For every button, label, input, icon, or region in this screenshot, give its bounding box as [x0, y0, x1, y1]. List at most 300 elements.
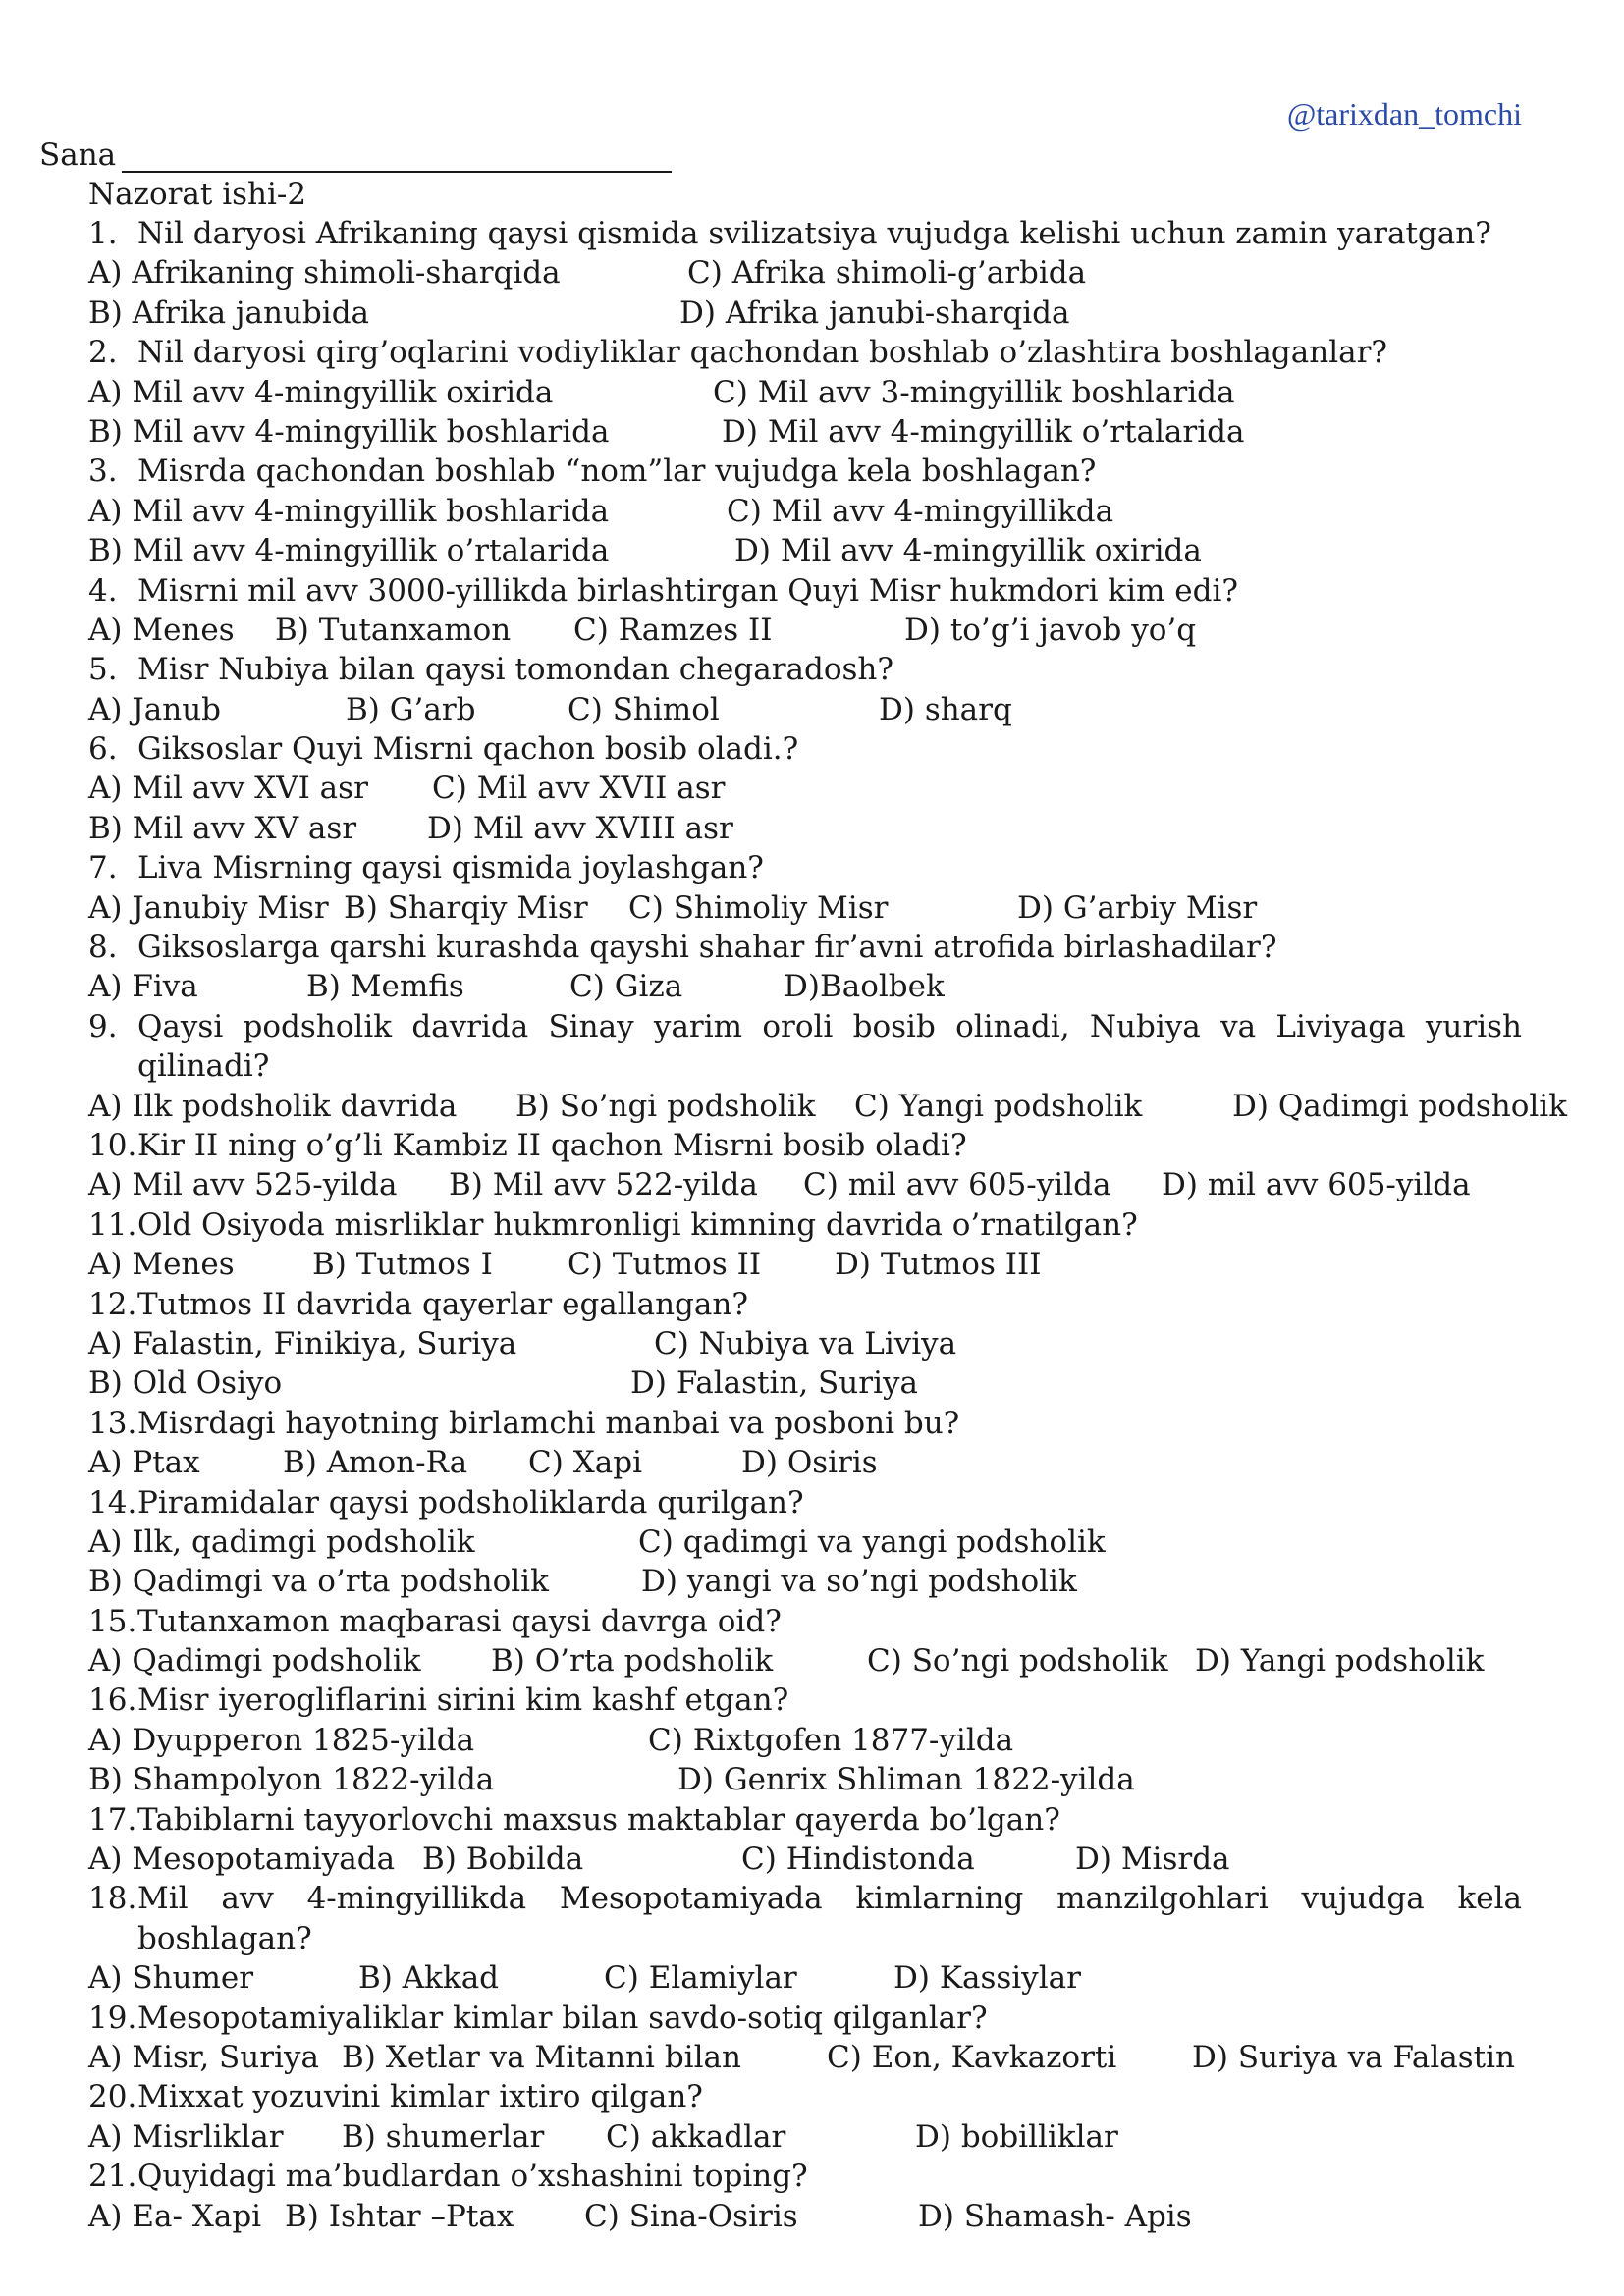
option-letter: A) — [88, 889, 123, 926]
options-row — [88, 1840, 1522, 1879]
answer-option — [88, 1245, 235, 1284]
answer-option — [275, 611, 511, 650]
option-text: Shimoliy Misr — [673, 889, 889, 926]
option-text: bobilliklar — [960, 2118, 1118, 2155]
option-letter: A) — [88, 1960, 123, 1997]
option-letter: B) — [88, 294, 123, 331]
question-text: Misr Nubiya bilan qaysi tomondan chegaradosh? — [137, 652, 894, 688]
option-text: to’g’i javob yo’q — [949, 612, 1197, 648]
question-number: 4. — [88, 572, 118, 609]
options-row — [88, 1641, 1522, 1681]
option-letter: C) — [528, 1445, 564, 1481]
question-number: 2. — [88, 335, 118, 371]
option-text: Misr, Suriya — [132, 2040, 319, 2075]
question-number: 6. — [88, 731, 118, 768]
answer-option — [88, 1087, 457, 1126]
option-letter: A) — [88, 1523, 123, 1560]
option-letter: D) — [1192, 2040, 1228, 2075]
option-text: O’rta podsholik — [534, 1643, 774, 1680]
option-text: Yangi podsholik — [898, 1088, 1143, 1124]
question-text: Giksoslarga qarshi kurashda qayshi shahar fir’avni atrofida birlashadilar? — [137, 930, 1277, 966]
answer-option — [568, 690, 720, 729]
answer-option — [867, 1641, 1168, 1681]
question-row — [88, 571, 1522, 611]
option-letter: D) — [1017, 889, 1054, 926]
option-letter: C) — [569, 969, 605, 1005]
options-row — [88, 888, 1522, 928]
answer-option — [88, 1165, 397, 1204]
question-text: Kir II ning o’g’li Kambiz II qachon Misrni bosib oladi? — [137, 1128, 967, 1163]
option-text: Mil avv 525-yilda — [132, 1167, 398, 1203]
options-row — [88, 492, 1522, 531]
question-number: 15. — [88, 1603, 137, 1639]
answer-option — [854, 1087, 1142, 1126]
option-letter: A) — [88, 255, 123, 292]
options-row — [88, 1324, 1522, 1363]
option-letter: D) — [915, 2118, 951, 2155]
question-number: 20. — [88, 2079, 137, 2115]
option-letter: C) — [573, 612, 609, 648]
options-row — [88, 531, 1522, 570]
option-letter: A) — [88, 493, 123, 529]
answer-option — [734, 531, 1202, 570]
options-row — [88, 373, 1522, 412]
option-text: Mil avv 522-yilda — [492, 1167, 758, 1203]
answer-option — [879, 690, 1012, 729]
answer-option — [422, 1840, 583, 1879]
option-text: Mil avv XVII asr — [476, 771, 726, 807]
answer-option — [741, 1443, 878, 1482]
answer-option — [88, 412, 610, 452]
answer-option — [1162, 1165, 1471, 1204]
answer-option — [679, 294, 1070, 333]
options-row — [88, 1562, 1522, 1601]
option-letter: D) — [879, 691, 915, 727]
option-text: yangi va so’ngi podsholik — [686, 1564, 1077, 1600]
question-row — [88, 214, 1522, 253]
answer-option — [88, 769, 368, 808]
option-letter: D) — [1075, 1842, 1111, 1878]
option-text: Old Osiyo — [132, 1365, 283, 1402]
question-text: Misrni mil avv 3000-yillikda birlashtirgan Quyi Misr hukmdori kim edi? — [137, 572, 1239, 609]
date-blank-line — [122, 141, 672, 173]
question-row — [88, 1404, 1522, 1443]
options-row — [88, 1443, 1522, 1482]
option-text: Shimol — [612, 691, 720, 727]
answer-option — [515, 1087, 816, 1126]
answer-option — [584, 2197, 798, 2236]
option-letter: D) — [734, 533, 771, 569]
option-letter: B) — [346, 691, 380, 727]
answer-option — [803, 1165, 1110, 1204]
question-text: Mesopotamiyaliklar kimlar bilan savdo-sotiq qilganlar? — [137, 2000, 988, 2036]
option-text: Ilk podsholik davrida — [132, 1088, 458, 1124]
option-letter: D) — [893, 1960, 930, 1997]
answer-option — [918, 2197, 1192, 2236]
question-text: Tutanxamon maqbarasi qaysi davrga oid? — [137, 1603, 782, 1639]
answer-option — [713, 373, 1234, 412]
answer-option — [88, 1958, 253, 1998]
option-letter: D) — [1195, 1643, 1231, 1680]
answer-option — [1075, 1840, 1230, 1879]
option-text: Yangi podsholik — [1240, 1643, 1485, 1680]
option-text: Genrix Shliman 1822-yilda — [723, 1762, 1135, 1798]
answer-option — [677, 1760, 1135, 1799]
answer-option — [641, 1562, 1077, 1601]
answer-option — [88, 611, 235, 650]
option-letter: C) — [638, 1523, 674, 1560]
option-text: So’ngi podsholik — [911, 1643, 1168, 1680]
answer-option — [427, 809, 733, 848]
answer-option — [1232, 1087, 1567, 1126]
option-letter: C) — [727, 493, 762, 529]
answer-option — [88, 1363, 282, 1403]
options-row — [88, 809, 1522, 848]
question-text: Piramidalar qaysi podsholiklarda qurilgan? — [137, 1484, 804, 1521]
question-row — [88, 928, 1522, 967]
option-text: Mil avv XVI asr — [132, 771, 368, 807]
answer-option — [283, 1443, 467, 1482]
option-letter: B) — [285, 2198, 319, 2234]
answer-option — [88, 888, 329, 928]
option-letter: C) — [687, 255, 723, 292]
option-letter: A) — [88, 1325, 123, 1362]
option-text: Menes — [132, 612, 235, 648]
option-text: Osiris — [786, 1445, 878, 1481]
option-text: Shumer — [132, 1960, 254, 1997]
option-letter: C) — [628, 889, 664, 926]
option-text: Janub — [132, 691, 222, 727]
option-text: Afrikaning shimoli-sharqida — [132, 255, 561, 292]
question-number: 5. — [88, 652, 118, 688]
option-text: akkadlar — [650, 2118, 786, 2155]
answer-option — [1195, 1641, 1484, 1681]
option-text: Mil avv 4-mingyillik boshlarida — [132, 493, 610, 529]
answer-option — [449, 1165, 758, 1204]
options-row — [88, 611, 1522, 650]
test-title: Nazorat ishi-2 — [88, 177, 307, 212]
answer-option — [573, 611, 773, 650]
answer-option — [741, 1840, 975, 1879]
answer-option — [312, 1245, 493, 1284]
question-number: 21. — [88, 2159, 137, 2195]
option-letter: A) — [88, 1088, 123, 1124]
question-row — [88, 1285, 1522, 1324]
question-row — [88, 333, 1522, 372]
option-letter: C) — [432, 771, 467, 807]
option-text: Xapi — [572, 1445, 642, 1481]
option-letter: A) — [88, 374, 123, 410]
question-number: 10. — [88, 1128, 137, 1163]
option-letter: D) — [427, 810, 463, 846]
option-letter: C) — [867, 1643, 902, 1680]
answer-option — [827, 2038, 1116, 2077]
options-row — [88, 2038, 1522, 2077]
answer-option — [528, 1443, 642, 1482]
question-number: 16. — [88, 1682, 137, 1719]
option-text: So’ngi podsholik — [559, 1088, 816, 1124]
option-letter: B) — [88, 1762, 123, 1798]
option-letter: D) — [918, 2198, 954, 2234]
option-letter: C) — [713, 374, 748, 410]
option-letter: B) — [515, 1088, 550, 1124]
option-text: Mil avv 4-mingyillik oxirida — [132, 374, 554, 410]
option-text: sharq — [924, 691, 1012, 727]
answer-option — [346, 690, 476, 729]
answer-option — [604, 1958, 797, 1998]
option-text: Mesopotamiyada — [132, 1842, 396, 1878]
option-text: Ishtar –Ptax — [328, 2198, 514, 2234]
answer-option — [88, 1443, 200, 1482]
options-row — [88, 253, 1522, 293]
option-text: Rixtgofen 1877-yilda — [692, 1722, 1014, 1758]
answer-option — [915, 2117, 1118, 2157]
answer-option — [648, 1721, 1013, 1760]
option-text: Akkad — [402, 1960, 500, 1997]
options-row — [88, 967, 1522, 1006]
option-text: Afrika shimoli-g’arbida — [731, 255, 1087, 292]
option-letter: B) — [344, 889, 378, 926]
options-row — [88, 294, 1522, 333]
option-text: Falastin, Finikiya, Suriya — [132, 1325, 517, 1362]
question-text: Misrda qachondan boshlab “nom”lar vujudga kela boshlagan? — [137, 454, 1097, 490]
option-text: Eon, Kavkazorti — [871, 2040, 1117, 2075]
option-text: Afrika janubida — [132, 294, 370, 331]
options-row — [88, 1522, 1522, 1562]
option-text: Shampolyon 1822-yilda — [132, 1762, 495, 1798]
option-text: Mil avv 4-mingyillik o’rtalarida — [132, 533, 610, 569]
option-letter: A) — [88, 612, 123, 648]
answer-option — [88, 809, 356, 848]
option-letter: A) — [88, 2198, 123, 2234]
option-letter: C) — [568, 1247, 603, 1283]
answer-option — [88, 1641, 421, 1681]
option-letter: B) — [88, 413, 123, 450]
question-number: 3. — [88, 454, 118, 490]
option-text: qadimgi va yangi podsholik — [682, 1523, 1106, 1560]
option-letter: A) — [88, 1643, 123, 1680]
option-letter: A) — [88, 2118, 123, 2155]
option-text: Dyupperon 1825-yilda — [132, 1722, 475, 1758]
answer-option — [784, 967, 945, 1006]
options-row — [88, 1760, 1522, 1799]
question-row — [88, 2077, 1522, 2116]
answer-option — [88, 2197, 261, 2236]
option-letter: B) — [491, 1643, 525, 1680]
option-letter: D) — [1162, 1167, 1198, 1203]
question-row — [88, 1602, 1522, 1641]
answer-option — [342, 2038, 741, 2077]
option-text: Menes — [132, 1247, 235, 1283]
option-text: Shamash- Apis — [963, 2198, 1192, 2234]
question-row — [88, 1800, 1522, 1840]
option-letter: C) — [741, 1842, 777, 1878]
question-text: Old Osiyoda misrliklar hukmronligi kimning davrida o’rnatilgan? — [137, 1206, 1138, 1243]
question-number: 9. — [88, 1008, 118, 1044]
quiz — [88, 214, 1567, 2236]
option-letter: C) — [827, 2040, 862, 2075]
answer-option — [344, 888, 588, 928]
option-letter: B) — [88, 1365, 123, 1402]
option-letter: B) — [342, 2118, 376, 2155]
options-row — [88, 1363, 1522, 1403]
answer-option — [88, 253, 561, 293]
option-text: Afrika janubi-sharqida — [725, 294, 1070, 331]
option-text: Ptax — [132, 1445, 200, 1481]
date-label: Sana — [39, 137, 117, 173]
option-text: Misrliklar — [132, 2118, 284, 2155]
option-text: Mil avv 4-mingyillikda — [771, 493, 1114, 529]
option-letter: C) — [604, 1960, 639, 1997]
option-letter: B) — [283, 1445, 317, 1481]
question-number: 18. — [88, 1881, 137, 1917]
options-row — [88, 1165, 1522, 1204]
options-row — [88, 1087, 1567, 1126]
answer-option — [835, 1245, 1041, 1284]
answer-option — [722, 412, 1244, 452]
answer-option — [568, 1245, 761, 1284]
question-number: 1. — [88, 216, 118, 251]
option-text: Ramzes II — [618, 612, 773, 648]
option-text: G’arbiy Misr — [1062, 889, 1258, 926]
option-letter: C) — [568, 691, 603, 727]
question-row — [88, 848, 1522, 887]
question-row — [88, 2157, 1522, 2196]
answer-option — [342, 2117, 544, 2157]
option-text: Bobilda — [465, 1842, 584, 1878]
option-text: D)Baolbek — [784, 969, 945, 1005]
question-row — [88, 1007, 1522, 1087]
answer-option — [285, 2197, 514, 2236]
option-text: G’arb — [389, 691, 476, 727]
question-text: Quyidagi ma’budlardan o’xshashini toping? — [137, 2159, 808, 2195]
question-text: Giksoslar Quyi Misrni qachon bosib oladi.? — [137, 731, 799, 768]
question-number: 17. — [88, 1801, 137, 1838]
question-text: Misr iyerogliflarini sirini kim kashf etgan? — [137, 1682, 789, 1719]
option-text: Nubiya va Liviya — [698, 1325, 957, 1362]
answer-option — [491, 1641, 773, 1681]
answer-option — [88, 690, 221, 729]
option-letter: A) — [88, 969, 123, 1005]
question-text: Tabiblarni tayyorlovchi maxsus maktablar qayerda bo’lgan? — [137, 1801, 1060, 1838]
option-letter: A) — [88, 1842, 123, 1878]
question-text: Liva Misrning qaysi qismida joylashgan? — [137, 850, 764, 886]
question-number: 11. — [88, 1206, 137, 1243]
option-text: Tutmos III — [880, 1247, 1042, 1283]
options-row — [88, 1721, 1522, 1760]
option-letter: D) — [835, 1247, 871, 1283]
question-number: 19. — [88, 2000, 137, 2036]
option-text: Mil avv XVIII asr — [472, 810, 733, 846]
question-row — [88, 452, 1522, 491]
question-row — [88, 1483, 1522, 1522]
question-number: 12. — [88, 1286, 137, 1322]
option-letter: D) — [722, 413, 758, 450]
option-text: Qadimgi podsholik — [132, 1643, 421, 1680]
answer-option — [88, 492, 609, 531]
question-number: 7. — [88, 850, 118, 886]
option-text: Sina-Osiris — [628, 2198, 798, 2234]
question-row — [88, 650, 1522, 689]
option-text: Amon-Ra — [326, 1445, 468, 1481]
option-text: Tutmos II — [612, 1247, 762, 1283]
option-letter: C) — [654, 1325, 689, 1362]
answer-option — [569, 967, 682, 1006]
option-letter: B) — [306, 969, 341, 1005]
option-text: mil avv 605-yilda — [1207, 1167, 1471, 1203]
answer-option — [1017, 888, 1257, 928]
option-letter: D) — [641, 1564, 677, 1600]
option-letter: A) — [88, 1445, 123, 1481]
answer-option — [88, 1760, 494, 1799]
option-text: Mil avv 4-mingyillik boshlarida — [132, 413, 610, 450]
option-letter: A) — [88, 691, 123, 727]
option-letter: C) — [803, 1167, 839, 1203]
answer-option — [432, 769, 726, 808]
options-row — [88, 1958, 1522, 1998]
question-text: Nil daryosi qirg’oqlarini vodiyliklar qachondan boshlab o’zlashtira boshlaganlar? — [137, 335, 1388, 371]
option-text: Janubiy Misr — [132, 889, 329, 926]
answer-option — [88, 967, 198, 1006]
option-text: Mil avv 3-mingyillik boshlarida — [757, 374, 1235, 410]
option-letter: D) — [904, 612, 941, 648]
option-text: Mil avv XV asr — [132, 810, 357, 846]
answer-option — [687, 253, 1086, 293]
option-letter: C) — [854, 1088, 890, 1124]
answer-option — [306, 967, 464, 1006]
option-letter: B) — [275, 612, 309, 648]
question-row — [88, 1681, 1522, 1720]
option-text: Memfis — [350, 969, 464, 1005]
answer-option — [893, 1958, 1081, 1998]
option-text: Tutmos I — [355, 1247, 493, 1283]
answer-option — [904, 611, 1196, 650]
option-text: Hindistonda — [785, 1842, 975, 1878]
question-text: Nil daryosi Afrikaning qaysi qismida svilizatsiya vujudga kelishi uchun zamin yaratgan? — [137, 216, 1491, 251]
answer-option — [628, 888, 888, 928]
answer-option — [654, 1324, 956, 1363]
answer-option — [88, 2038, 319, 2077]
option-text: Misrda — [1120, 1842, 1230, 1878]
option-letter: C) — [584, 2198, 620, 2234]
option-letter: A) — [88, 771, 123, 807]
option-letter: B) — [88, 810, 123, 846]
options-row — [88, 1245, 1522, 1284]
option-letter: B) — [422, 1842, 457, 1878]
answer-option — [88, 1721, 474, 1760]
options-row — [88, 2117, 1522, 2157]
option-letter: B) — [358, 1960, 393, 1997]
options-row — [88, 769, 1522, 808]
answer-option — [88, 2117, 284, 2157]
option-letter: D) — [741, 1445, 778, 1481]
answer-option — [88, 294, 369, 333]
option-letter: D) — [679, 294, 716, 331]
question-text: Misrdagi hayotning birlamchi manbai va posboni bu? — [137, 1405, 960, 1441]
question-text: Mil avv 4-mingyillikda Mesopotamiyada kimlarning manzilgohlari vujudga kela boshlagan? — [137, 1881, 1522, 1956]
answer-option — [630, 1363, 918, 1403]
answer-option — [606, 2117, 785, 2157]
option-letter: D) — [1232, 1088, 1269, 1124]
option-letter: D) — [677, 1762, 714, 1798]
option-text: Suriya va Falastin — [1237, 2040, 1515, 2075]
option-text: Fiva — [132, 969, 198, 1005]
option-letter: C) — [606, 2118, 641, 2155]
option-text: Ea- Xapi — [132, 2198, 262, 2234]
option-letter: A) — [88, 1167, 123, 1203]
option-text: shumerlar — [385, 2118, 545, 2155]
option-letter: B) — [88, 1564, 123, 1600]
